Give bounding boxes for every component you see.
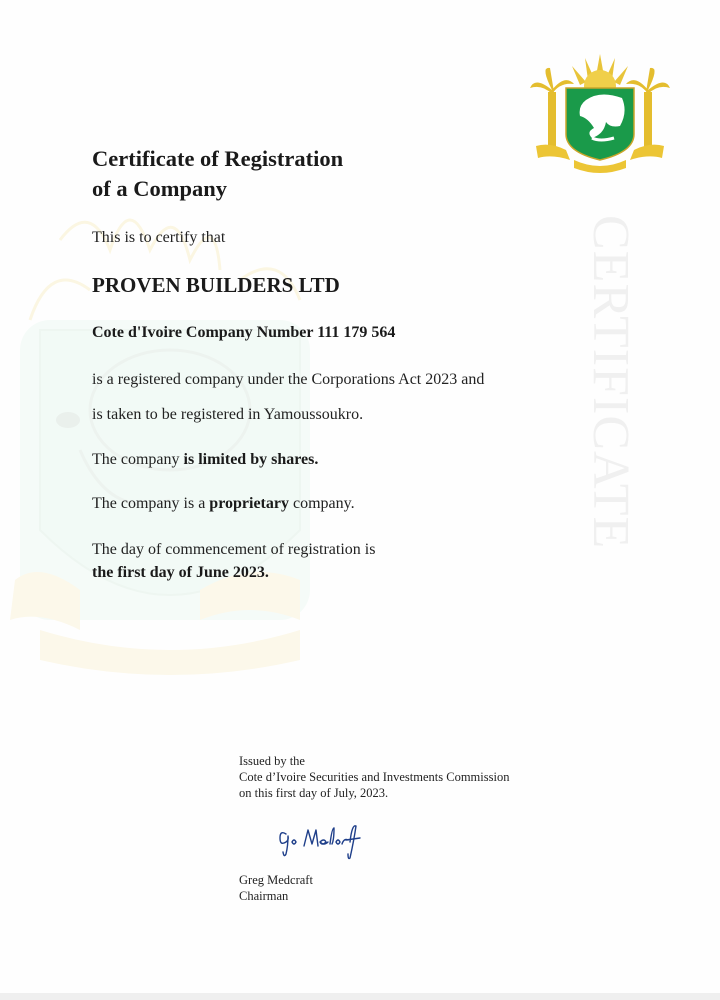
commencement-date-bold: the first day of June 2023. (92, 564, 269, 581)
commencement-line: The day of commencement of registration is (92, 541, 376, 558)
title-line-2: of a Company (92, 176, 228, 201)
company-type-line (92, 494, 355, 514)
intro-text: This is to certify that (92, 229, 226, 246)
issuer-line-2: Cote d’Ivoire Securities and Investments Commission (239, 770, 510, 784)
bottom-edge (0, 993, 720, 1000)
limited-prefix: The company (92, 451, 184, 468)
signer-title: Chairman (239, 889, 289, 903)
signer-block (239, 872, 313, 904)
registration-line-1: is a registered company under the Corporations Act 2023 and (92, 371, 485, 388)
issuer-line-3: on this first day of July, 2023. (239, 786, 389, 800)
signature-icon (276, 820, 366, 860)
company-number: 111 179 564 (317, 324, 396, 341)
coat-of-arms-icon (530, 46, 670, 174)
title-line-1: Certificate of Registration (92, 146, 344, 171)
type-bold: proprietary (209, 495, 289, 512)
watermark-text: CERTIFICATE (582, 214, 639, 550)
issuer-block (239, 753, 509, 801)
company-number-label: Cote d'Ivoire Company Number (92, 324, 314, 341)
signer-name: Greg Medcraft (239, 873, 313, 887)
type-prefix: The company is a (92, 495, 210, 512)
issuer-line-1: Issued by the (239, 754, 305, 768)
company-name: PROVEN BUILDERS LTD (92, 273, 340, 297)
registration-line-2: is taken to be registered in Yamoussoukro. (92, 406, 364, 423)
commencement-date (92, 563, 269, 583)
limited-by-shares-line (92, 450, 318, 470)
type-suffix: company. (288, 495, 355, 512)
company-number-line (92, 323, 395, 343)
certificate-title (92, 144, 343, 204)
limited-bold: is limited by shares. (183, 451, 319, 468)
